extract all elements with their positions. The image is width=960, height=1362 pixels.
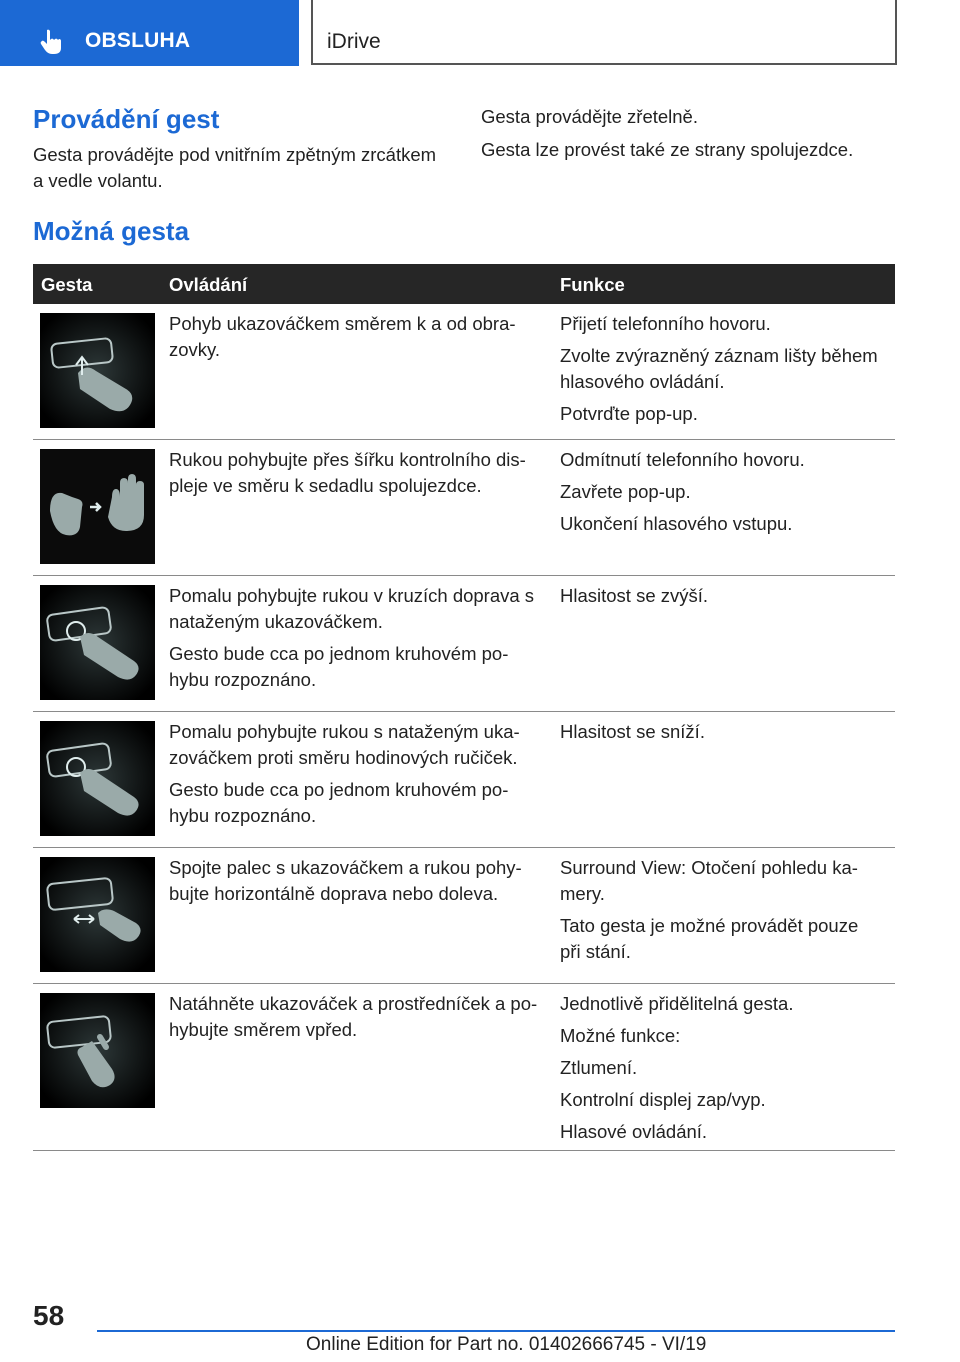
table-row [33, 576, 895, 712]
section-tab[interactable] [0, 0, 299, 66]
intro-right-line: Gesta provádějte zřetelně. [481, 106, 698, 127]
function-text: Potvrďte pop-up. [560, 403, 698, 424]
function-text: Ukončení hlasového vstupu. [560, 513, 793, 534]
function-cell [560, 583, 895, 615]
gesture-circle-ccw-icon [40, 721, 155, 836]
control-cell [169, 991, 549, 1049]
control-cell [169, 583, 549, 699]
intro-right-line: Gesta lze provést také ze strany spolujezdce. [481, 139, 854, 160]
hand-pointer-icon [38, 28, 66, 56]
gesture-point-toward-display-image [40, 313, 155, 428]
function-text: Hlasitost se zvýší. [560, 585, 709, 606]
table-row [33, 440, 895, 576]
edition-text: Online Edition for Part no. 01402666745 - VI/19 [306, 1334, 707, 1355]
gesture-circle-counterclockwise-image [40, 721, 155, 836]
gesture-swipe-hand-image [40, 449, 155, 564]
function-cell [560, 855, 895, 971]
intro-left-line: Gesta provádějte pod vnitřním zpětným zrcátkem [33, 144, 437, 165]
col-header-gesta: Gesta [41, 274, 93, 295]
section-label: OBSLUHA [85, 29, 191, 52]
function-text: Zavřete pop-up. [560, 481, 691, 502]
table-row [33, 304, 895, 440]
function-cell [560, 311, 895, 433]
function-text: Jednotlivě přidělitelná gesta. [560, 993, 794, 1014]
control-text: Gesto bude cca po jednom kruhovém po- hybu rozpoznáno. [169, 779, 509, 826]
table-row [33, 984, 895, 1151]
col-header-ovladani: Ovládání [169, 274, 248, 295]
function-text: Hlasové ovládání. [560, 1121, 708, 1142]
gesture-two-finger-forward-image [40, 993, 155, 1108]
control-cell [169, 447, 549, 505]
control-text: Pomalu pohybujte rukou v kruzích doprava s nataženým ukazováčkem. [169, 585, 535, 632]
function-text: Možné funkce: [560, 1025, 681, 1046]
gesture-circle-cw-icon [40, 585, 155, 700]
function-text: Kontrolní displej zap/vyp. [560, 1089, 766, 1110]
table-row [33, 848, 895, 984]
control-cell [169, 719, 549, 835]
col-header-funkce: Funkce [560, 274, 625, 295]
control-cell [169, 855, 549, 913]
function-text: Surround View: Otočení pohledu ka- mery. [560, 857, 858, 904]
gesture-swipe-icon [40, 449, 155, 564]
control-text: Pohyb ukazováčkem směrem k a od obra- zovky. [169, 313, 516, 360]
control-text: Rukou pohybujte přes šířku kontrolního dis- pleje ve směru k sedadlu spolujezdce. [169, 449, 526, 496]
function-text: Hlasitost se sníží. [560, 721, 705, 742]
function-cell [560, 719, 895, 751]
function-text: Přijetí telefonního hovoru. [560, 313, 771, 334]
chapter-box [311, 0, 897, 65]
function-cell [560, 447, 895, 543]
function-text: Odmítnutí telefonního hovoru. [560, 449, 805, 470]
control-text: Gesto bude cca po jednom kruhovém po- hybu rozpoznáno. [169, 643, 509, 690]
control-text: Pomalu pohybujte rukou s nataženým uka- zováčkem proti směru hodinových ručiček. [169, 721, 520, 768]
footer-rule [97, 1330, 895, 1332]
control-cell [169, 311, 549, 369]
gesture-circle-clockwise-image [40, 585, 155, 700]
gesture-pinch-icon [40, 857, 155, 972]
function-text: Ztlumení. [560, 1057, 638, 1078]
table-header [33, 264, 895, 304]
gesture-pinch-swipe-image [40, 857, 155, 972]
control-text: Natáhněte ukazováček a prostředníček a po- hybujte směrem vpřed. [169, 993, 538, 1040]
function-text: Tato gesta je možné provádět pouze při stání. [560, 915, 859, 962]
intro-left [33, 142, 436, 194]
table-row [33, 712, 895, 848]
intro-left-line: a vedle volantu. [33, 170, 163, 191]
section-title: Možná gesta [33, 216, 190, 246]
intro-right [481, 104, 853, 163]
page-title: Provádění gest [33, 104, 220, 134]
gesture-point-icon [40, 313, 155, 428]
function-cell [560, 991, 895, 1151]
function-text: Zvolte zvýrazněný záznam lišty během hlasového ovládání. [560, 345, 878, 392]
control-text: Spojte palec s ukazováčkem a rukou pohy- bujte horizontálně doprava nebo doleva. [169, 857, 522, 904]
gesture-two-finger-icon [40, 993, 155, 1108]
page-number: 58 [33, 1300, 65, 1331]
chapter-label: iDrive [327, 30, 381, 53]
